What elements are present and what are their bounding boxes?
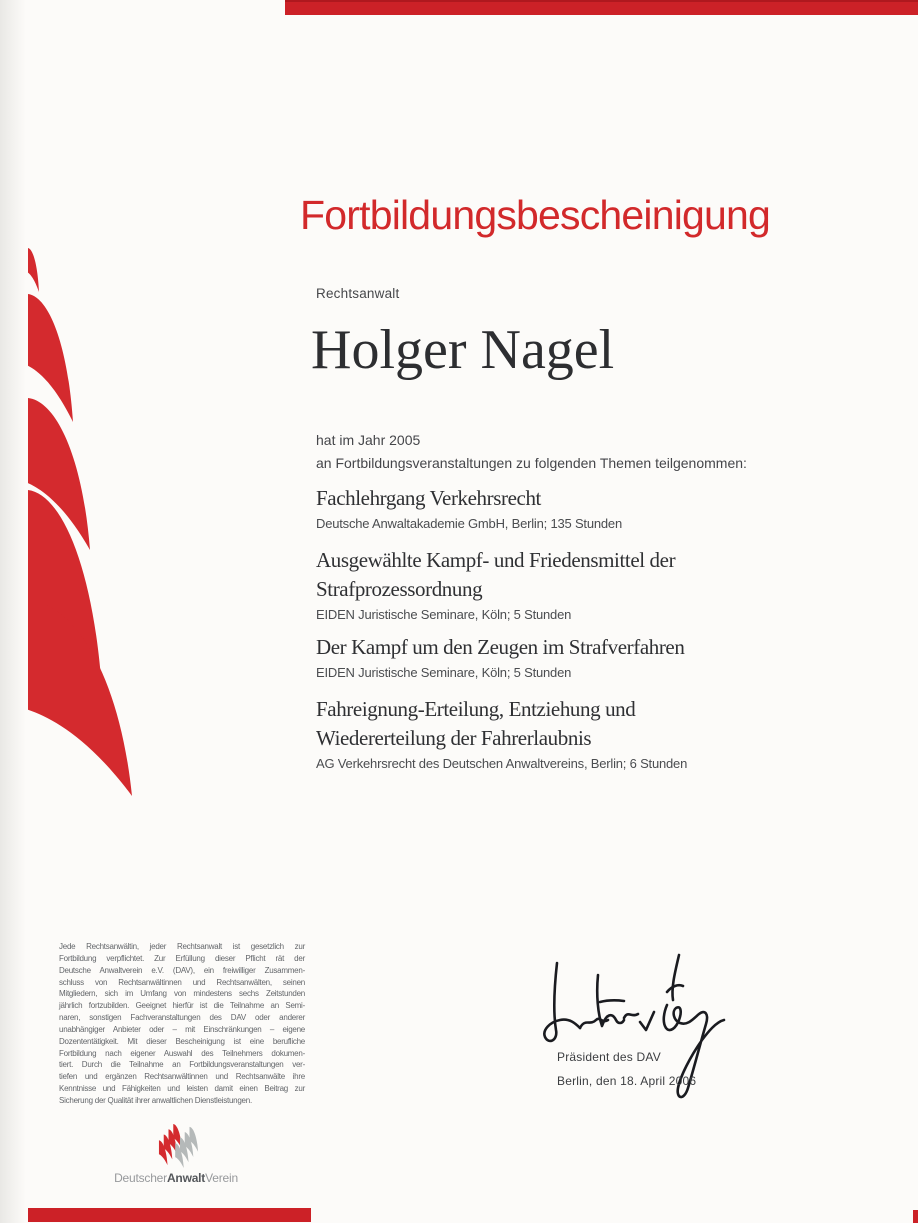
bottom-red-bar xyxy=(28,1208,311,1222)
course-title-line: Strafprozessordnung xyxy=(316,577,483,601)
certificate-title: Fortbildungsbescheinigung xyxy=(300,192,771,238)
logo-text-verein: Verein xyxy=(205,1171,238,1185)
scan-edge-shadow xyxy=(0,0,26,1223)
logo-text-anwalt: Anwalt xyxy=(166,1171,206,1185)
course-item xyxy=(316,633,684,680)
course-provider: EIDEN Juristische Seminare, Köln; 5 Stunden xyxy=(316,665,572,680)
course-title-line: Wiedererteilung der Fahrerlaubnis xyxy=(316,726,592,750)
fineprint-line: Fortbildung nach eigener Auswahl des Teilnehmers dokumen- xyxy=(59,1048,305,1058)
fineprint-line: schluss von Rechtsanwältinnen und Rechtsanwälten, seinen xyxy=(59,977,305,987)
course-item xyxy=(316,695,687,771)
course-title-line: Der Kampf um den Zeugen im Strafverfahren xyxy=(316,635,685,659)
fineprint-line: Jede Rechtsanwältin, jeder Rechtsanwalt ist gesetzlich zur xyxy=(59,942,305,951)
course-provider: Deutsche Anwaltakademie GmbH, Berlin; 135 Stunden xyxy=(316,516,622,531)
dav-logo-mark xyxy=(158,1124,200,1168)
fineprint-line: Fortbildung verpflichtet. Zur Erfüllung dieser Pflicht rät der xyxy=(59,953,305,963)
logo-text-deutscher: Deutscher xyxy=(114,1171,167,1185)
course-title-line: Ausgewählte Kampf- und Friedensmittel der xyxy=(316,548,676,572)
swoosh-decoration xyxy=(26,242,166,802)
course-item xyxy=(316,484,622,531)
fineprint-line: tiert. Durch die Teilnahme an Fortbildungsveranstaltungen ver- xyxy=(59,1060,305,1070)
course-title-line: Fachlehrgang Verkehrsrecht xyxy=(316,486,541,510)
intro-line-1: hat im Jahr 2005 xyxy=(316,432,421,448)
fineprint-line: Kenntnisse und Fähigkeiten und leisten damit einen Beitrag zur xyxy=(59,1084,305,1094)
top-red-bar xyxy=(285,0,918,15)
course-item xyxy=(316,546,675,622)
intro-line-2: an Fortbildungsveranstaltungen zu folgenden Themen teilgenommen: xyxy=(316,455,747,471)
fineprint-line: unabhängiger Anbieter oder – mit Einschränkungen – eigene xyxy=(59,1024,305,1034)
course-provider: EIDEN Juristische Seminare, Köln; 5 Stunden xyxy=(316,607,572,622)
signature-place-date: Berlin, den 18. April 2006 xyxy=(557,1074,697,1088)
bottom-right-red-sliver xyxy=(913,1210,918,1223)
swoosh-sail xyxy=(28,248,39,292)
fineprint-line: Sicherung der Qualität ihrer anwaltlichen Dienstleistungen. xyxy=(59,1095,252,1105)
recipient-name: Holger Nagel xyxy=(311,319,615,381)
fineprint-line: Dozententätigkeit. Mit dieser Bescheinigung ist eine berufliche xyxy=(59,1036,305,1046)
course-provider: AG Verkehrsrecht des Deutschen Anwaltvereins, Berlin; 6 Stunden xyxy=(316,756,688,771)
fineprint-line: Deutsche Anwaltverein e.V. (DAV), ein freiwilliger Zusammen- xyxy=(59,965,305,975)
salutation-label: Rechtsanwalt xyxy=(316,286,400,301)
fineprint-paragraph xyxy=(59,941,305,1107)
fineprint-line: naren, sonstigen Fachveranstaltungen des DAV oder anderer xyxy=(59,1013,305,1023)
fineprint-line: jährlich fortzubilden. Geeignet hierfür ist die Teilnahme an Semi- xyxy=(59,1001,305,1011)
course-title-line: Fahreignung-Erteilung, Entziehung und xyxy=(316,697,636,721)
dav-logo-text xyxy=(96,1171,256,1185)
fineprint-line: tiefen und ergänzen Rechtsanwältinnen und Rechtsanwälte ihre xyxy=(59,1072,305,1082)
signer-role: Präsident des DAV xyxy=(557,1050,661,1064)
fineprint-line: Mitgliedern, sich im Umfang von mindestens sechs Zeitstunden xyxy=(59,989,305,999)
